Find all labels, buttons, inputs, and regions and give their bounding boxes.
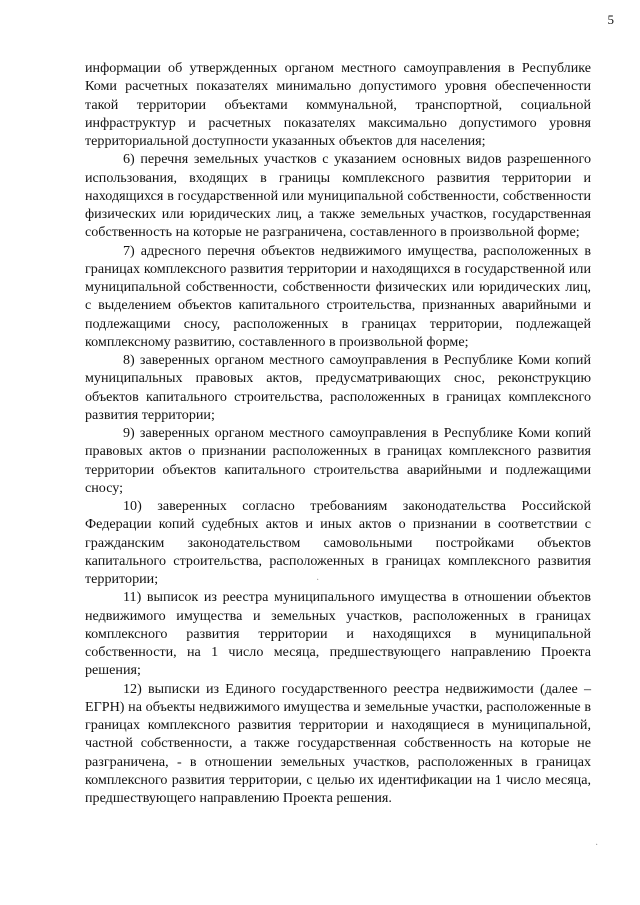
scan-speck: ·	[595, 840, 599, 851]
scan-speck: ·	[316, 575, 320, 586]
paragraph-item-10: 10) заверенных согласно требованиям законодательства Российской Федерации копий судебных актов и иных актов о признании в соответствии с гражданским законодательством самовольными постройками объектов капитального строительства, расположенных в границах комплексного развития территории;	[85, 498, 591, 587]
paragraph-item-12: 12) выписки из Единого государственного реестра недвижимости (далее – ЕГРН) на объекты недвижимого имущества и земельные участки, расположенные в границах комплексного развития территории и находящиеся в муниципальной, частной собственности, а также государственная собственность на которые не разграничена, - в отношении земельных участков, расположенных в границах комплексного развития территории, с целью их идентификации на 1 число месяца, предшествующего направлению Проекта решения.	[85, 680, 591, 806]
paragraph-item-9: 9) заверенных органом местного самоуправления в Республике Коми копий правовых актов о признании расположенных в границах комплексного развития территории объектов капитального строительства аварийными и подлежащими сносу;	[85, 425, 591, 496]
paragraph-item-11: 11) выписок из реестра муниципального имущества в отношении объектов недвижимого имущества и земельных участков, расположенных в границах комплексного развития территории и находящихся в муниципальной собственности, на 1 число месяца, предшествующего направлению Проекта решения;	[85, 589, 591, 679]
page-number: 5	[607, 12, 614, 27]
paragraph-item-8: 8) заверенных органом местного самоуправления в Республике Коми копий муниципальных правовых актов, предусматривающих снос, реконструкцию объектов капитального строительства, расположенных в границах комплексного развития территории;	[85, 352, 591, 423]
paragraph-item-7: 7) адресного перечня объектов недвижимого имущества, расположенных в границах комплексного развития территории и находящихся в государственной или муниципальной собственности, собственности физических или юридических лиц, с выделением объектов капитального строительства, признанных аварийными и подлежащими сносу, расположенных в границах территории, подлежащей комплексному развитию, составленного в произвольной форме;	[85, 242, 591, 350]
paragraph-item-6: 6) перечня земельных участков с указанием основных видов разрешенного использования, входящих в границы комплексного развития территории и находящихся в государственной или муниципальной собственности, собственности физических или юридических лиц, а также земельных участков, государственная собственность на которые не разграничена, составленного в произвольной форме;	[85, 151, 591, 241]
document-body	[85, 59, 591, 807]
paragraph-intro-continuation: информации об утвержденных органом местного самоуправления в Республике Коми расчетных показателях минимально допустимого уровня обеспеченности такой территории объектами коммунальной, транспортной, социальной инфраструктур и расчетных показателях максимально допустимого уровня территориальной доступности указанных объектов для населения;	[85, 60, 591, 149]
